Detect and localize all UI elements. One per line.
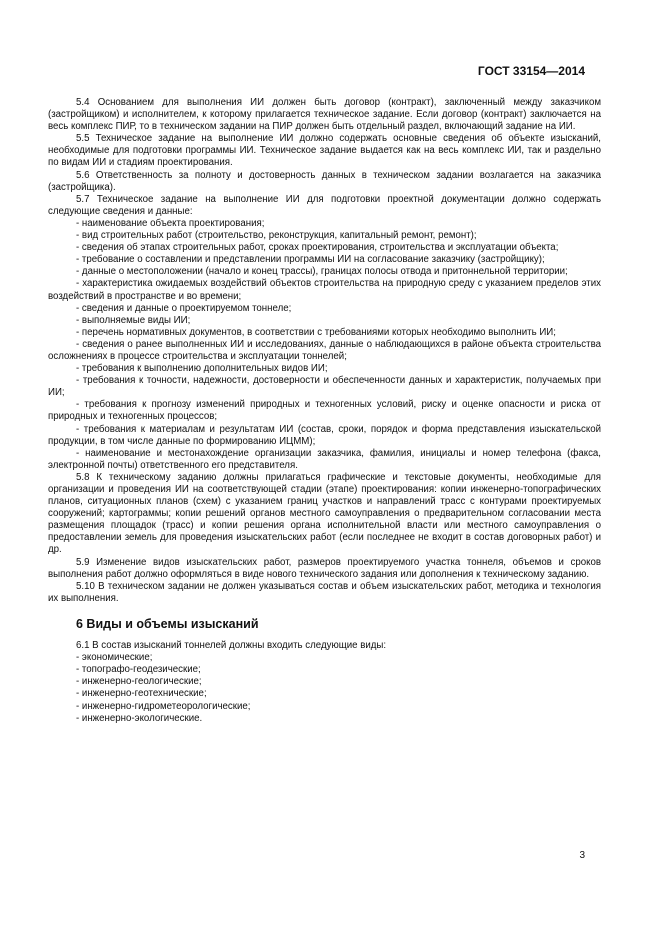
paragraph-5-8: 5.8 К техническому заданию должны прилагаться графические и текстовые документы, необходимые для организации и проведения ИИ на соответствующей стадии (этапе) проектирования: копии инженерно-топографических планов, ситуационных планов (схем) с указанием границ участков и направлений трасс с контурами проектируемых сооружений; картограммы; копии решений органов местного самоуправления о предварительном согласовании места размещения площадок (трасс) и копии решения органа исполнительной власти или местного самоуправления о предоставлении земель для проведения изыскательских работ (если последнее не входит в состав договорных работ) и др. bbox=[48, 471, 601, 556]
list-item: - выполняемые виды ИИ; bbox=[76, 314, 191, 326]
list-item: - вид строительных работ (строительство, реконструкция, капитальный ремонт, ремонт); bbox=[76, 230, 477, 242]
list-item: - данные о местоположении (начало и конец трассы), границах полосы отвода и притоннельной территории; bbox=[76, 266, 568, 278]
paragraph-5-7: 5.7 Техническое задание на выполнение ИИ для подготовки проектной документации должно содержать следующие сведения и данные: bbox=[48, 193, 601, 217]
page-number: 3 bbox=[579, 850, 585, 861]
list-item: - требования к материалам и результатам ИИ (состав, сроки, порядок и форма представления изыскательской продукции, в том числе данные по формированию ИЦММ); bbox=[48, 423, 601, 447]
list-item: - характеристика ожидаемых воздействий объектов строительства на природную среду с указанием пределов этих воздействий в пространстве и во времени; bbox=[48, 278, 601, 302]
section-title: 6 Виды и объемы изысканий bbox=[76, 616, 259, 631]
list-item: - инженерно-геологические; bbox=[76, 676, 202, 688]
list-item: - инженерно-экологические. bbox=[76, 712, 203, 724]
list-item: - сведения и данные о проектируемом тоннеле; bbox=[76, 302, 292, 314]
list-item: - наименование и местонахождение организации заказчика, фамилия, инициалы и номер телефона (факса, электронной почты) ответственного его представителя. bbox=[48, 447, 601, 471]
paragraph-5-4: 5.4 Основанием для выполнения ИИ должен быть договор (контракт), заключенный между заказчиком (застройщиком) и исполнителем, к которому прилагается техническое задание. Если договор (контракт) заключается на весь комплекс ПИР, то в техническом задании на ПИР должен быть отдельный раздел, включающий задание на ИИ. bbox=[48, 97, 601, 133]
list-item: - перечень нормативных документов, в соответствии с требованиями которых необходимо выполнить ИИ; bbox=[76, 326, 556, 338]
paragraph-5-6: 5.6 Ответственность за полноту и достоверность данных в техническом задании возлагается на заказчика (застройщика). bbox=[48, 169, 601, 193]
paragraph-5-9: 5.9 Изменение видов изыскательских работ, размеров проектируемого участка тоннеля, объемов и сроков выполнения работ должно оформляться в виде нового технического задания или дополнения к техническому заданию. bbox=[48, 556, 601, 580]
standard-code-header: ГОСТ 33154—2014 bbox=[477, 64, 585, 78]
list-item: - инженерно-гидрометеорологические; bbox=[76, 700, 251, 712]
list-item: - инженерно-геотехнические; bbox=[76, 688, 207, 700]
paragraph-6-1: 6.1 В состав изысканий тоннелей должны входить следующие виды: bbox=[76, 640, 387, 652]
list-item: - требования к точности, надежности, достоверности и обеспеченности данных и характеристик, получаемых при ИИ; bbox=[48, 375, 601, 399]
list-item: - сведения о ранее выполненных ИИ и исследованиях, данные о наблюдающихся в районе объекта строительства осложнениях в процессе строительства и эксплуатации тоннелей; bbox=[48, 338, 601, 362]
list-item: - требования к прогнозу изменений природных и техногенных условий, риску и оценке опасности и риска от природных и техногенных процессов; bbox=[48, 399, 601, 423]
document-body bbox=[48, 97, 601, 725]
list-item: - сведения об этапах строительных работ, сроках проектирования, строительства и эксплуатации объекта; bbox=[76, 242, 559, 254]
paragraph-5-5: 5.5 Техническое задание на выполнение ИИ должно содержать основные сведения об объекте изысканий, необходимые для подготовки программы ИИ. Техническое задание выдается как на весь комплекс ИИ, так и раздельно по видам ИИ и стадиям проектирования. bbox=[48, 133, 601, 169]
list-item: - требование о составлении и представлении программы ИИ на согласование заказчику (застройщику); bbox=[76, 254, 545, 266]
paragraph-5-10: 5.10 В техническом задании не должен указываться состав и объем изыскательских работ, методика и технология их выполнения. bbox=[48, 580, 601, 604]
list-item: - наименование объекта проектирования; bbox=[76, 217, 265, 229]
list-item: - экономические; bbox=[76, 652, 153, 664]
list-item: - топографо-геодезические; bbox=[76, 664, 201, 676]
list-item: - требования к выполнению дополнительных видов ИИ; bbox=[76, 363, 328, 375]
